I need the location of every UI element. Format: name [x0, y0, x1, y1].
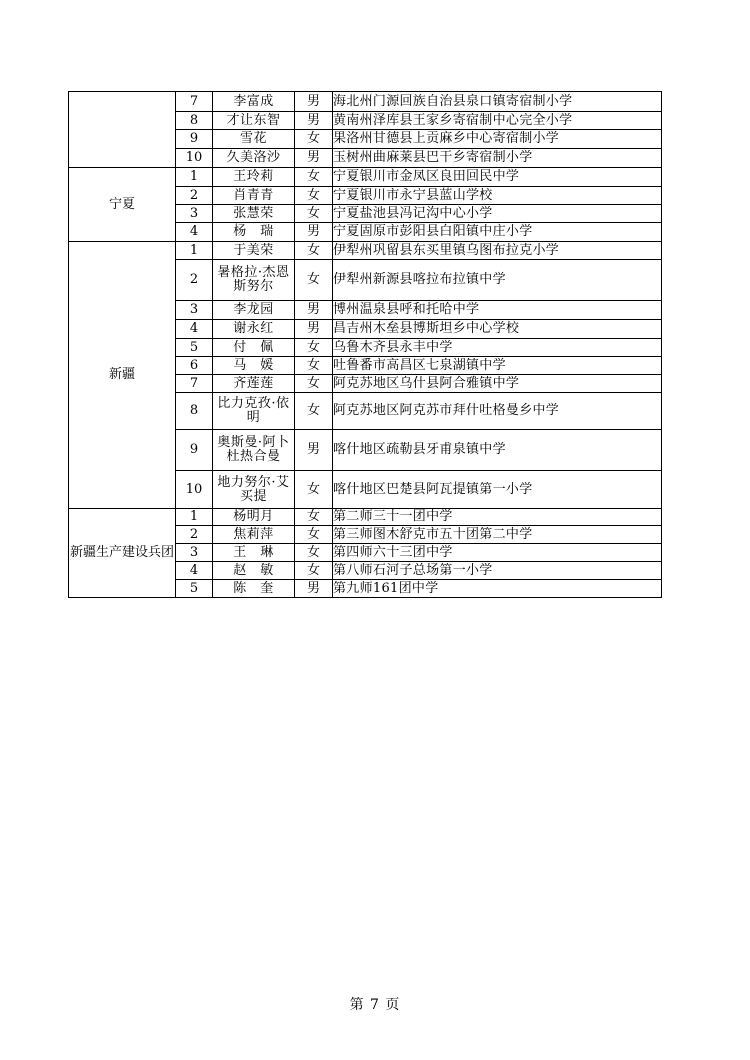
gender: 女 [295, 187, 333, 205]
gender: 女 [295, 339, 333, 357]
school-name: 乌鲁木齐县永丰中学 [333, 339, 662, 357]
school-name: 海北州门源回族自治县泉口镇寄宿制小学 [333, 92, 662, 112]
school-name: 第三师图木舒克市五十团第二中学 [333, 526, 662, 544]
person-name: 久美洛沙 [213, 149, 295, 168]
row-number: 5 [176, 339, 213, 357]
school-name: 吐鲁番市高昌区七泉湖镇中学 [333, 357, 662, 375]
row-number: 9 [176, 130, 213, 149]
school-name: 博州温泉县呼和托哈中学 [333, 301, 662, 320]
gender: 女 [295, 393, 333, 430]
gender: 女 [295, 130, 333, 149]
person-name: 王玲莉 [213, 168, 295, 187]
row-number: 1 [176, 509, 213, 526]
school-name: 宁夏银川市永宁县蓝山学校 [333, 187, 662, 205]
gender: 女 [295, 205, 333, 223]
row-number: 1 [176, 242, 213, 260]
row-number: 10 [176, 471, 213, 509]
person-name: 付 佩 [213, 339, 295, 357]
table-row [69, 92, 662, 112]
row-number: 3 [176, 544, 213, 562]
gender: 女 [295, 526, 333, 544]
gender: 男 [295, 223, 333, 242]
school-name: 第二师三十一团中学 [333, 509, 662, 526]
row-number: 7 [176, 92, 213, 112]
person-name: 奥斯曼·阿卜杜热合曼 [213, 430, 295, 471]
person-name: 李富成 [213, 92, 295, 112]
region-cell-qinghai-continued [69, 92, 176, 168]
person-name: 王 琳 [213, 544, 295, 562]
person-name: 地力努尔·艾买提 [213, 471, 295, 509]
row-number: 9 [176, 430, 213, 471]
school-name: 宁夏盐池县冯记沟中心小学 [333, 205, 662, 223]
person-name: 肖青青 [213, 187, 295, 205]
gender: 男 [295, 580, 333, 598]
row-number: 2 [176, 526, 213, 544]
gender: 女 [295, 357, 333, 375]
gender: 男 [295, 112, 333, 130]
gender: 女 [295, 260, 333, 301]
school-name: 玉树州曲麻莱县巴干乡寄宿制小学 [333, 149, 662, 168]
gender: 男 [295, 92, 333, 112]
school-name: 伊犁州巩留县东买里镇乌图布拉克小学 [333, 242, 662, 260]
school-name: 果洛州甘德县上贡麻乡中心寄宿制小学 [333, 130, 662, 149]
row-number: 4 [176, 320, 213, 339]
table-row [69, 168, 662, 187]
person-name: 齐莲莲 [213, 375, 295, 393]
gender: 女 [295, 168, 333, 187]
region-cell-xinjiang-corps: 新疆生产建设兵团 [69, 509, 176, 598]
person-name: 才让东智 [213, 112, 295, 130]
gender: 男 [295, 430, 333, 471]
row-number: 8 [176, 393, 213, 430]
gender: 女 [295, 242, 333, 260]
row-number: 8 [176, 112, 213, 130]
school-name: 第八师石河子总场第一小学 [333, 562, 662, 580]
school-name: 喀什地区疏勒县牙甫泉镇中学 [333, 430, 662, 471]
school-name: 宁夏固原市彭阳县白阳镇中庄小学 [333, 223, 662, 242]
person-name: 李龙园 [213, 301, 295, 320]
row-number: 2 [176, 187, 213, 205]
school-name: 宁夏银川市金凤区良田回民中学 [333, 168, 662, 187]
row-number: 6 [176, 357, 213, 375]
roster-table [68, 91, 662, 598]
gender: 女 [295, 544, 333, 562]
school-name: 昌吉州木垒县博斯坦乡中心学校 [333, 320, 662, 339]
table-row [69, 509, 662, 526]
school-name: 黄南州泽库县王家乡寄宿制中心完全小学 [333, 112, 662, 130]
person-name: 杨 瑞 [213, 223, 295, 242]
school-name: 阿克苏地区乌什县阿合雅镇中学 [333, 375, 662, 393]
person-name: 焦莉萍 [213, 526, 295, 544]
row-number: 10 [176, 149, 213, 168]
row-number: 2 [176, 260, 213, 301]
school-name: 喀什地区巴楚县阿瓦提镇第一小学 [333, 471, 662, 509]
region-cell-xinjiang: 新疆 [69, 242, 176, 509]
school-name: 第四师六十三团中学 [333, 544, 662, 562]
school-name: 第九师161团中学 [333, 580, 662, 598]
row-number: 3 [176, 301, 213, 320]
school-name: 阿克苏地区阿克苏市拜什吐格曼乡中学 [333, 393, 662, 430]
row-number: 4 [176, 223, 213, 242]
row-number: 3 [176, 205, 213, 223]
region-cell-ningxia: 宁夏 [69, 168, 176, 242]
gender: 女 [295, 375, 333, 393]
gender: 男 [295, 149, 333, 168]
row-number: 4 [176, 562, 213, 580]
row-number: 5 [176, 580, 213, 598]
person-name: 于美荣 [213, 242, 295, 260]
gender: 男 [295, 301, 333, 320]
person-name: 暑格拉·杰恩斯努尔 [213, 260, 295, 301]
row-number: 7 [176, 375, 213, 393]
gender: 女 [295, 509, 333, 526]
person-name: 赵 敏 [213, 562, 295, 580]
person-name: 比力克孜·依明 [213, 393, 295, 430]
person-name: 杨明月 [213, 509, 295, 526]
person-name: 马 媛 [213, 357, 295, 375]
person-name: 张慧荣 [213, 205, 295, 223]
gender: 女 [295, 471, 333, 509]
school-name: 伊犁州新源县喀拉布拉镇中学 [333, 260, 662, 301]
page-number: 第 7 页 [349, 997, 401, 1013]
person-name: 雪花 [213, 130, 295, 149]
gender: 女 [295, 562, 333, 580]
person-name: 陈 奎 [213, 580, 295, 598]
gender: 男 [295, 320, 333, 339]
row-number: 1 [176, 168, 213, 187]
table-row [69, 242, 662, 260]
person-name: 谢永红 [213, 320, 295, 339]
